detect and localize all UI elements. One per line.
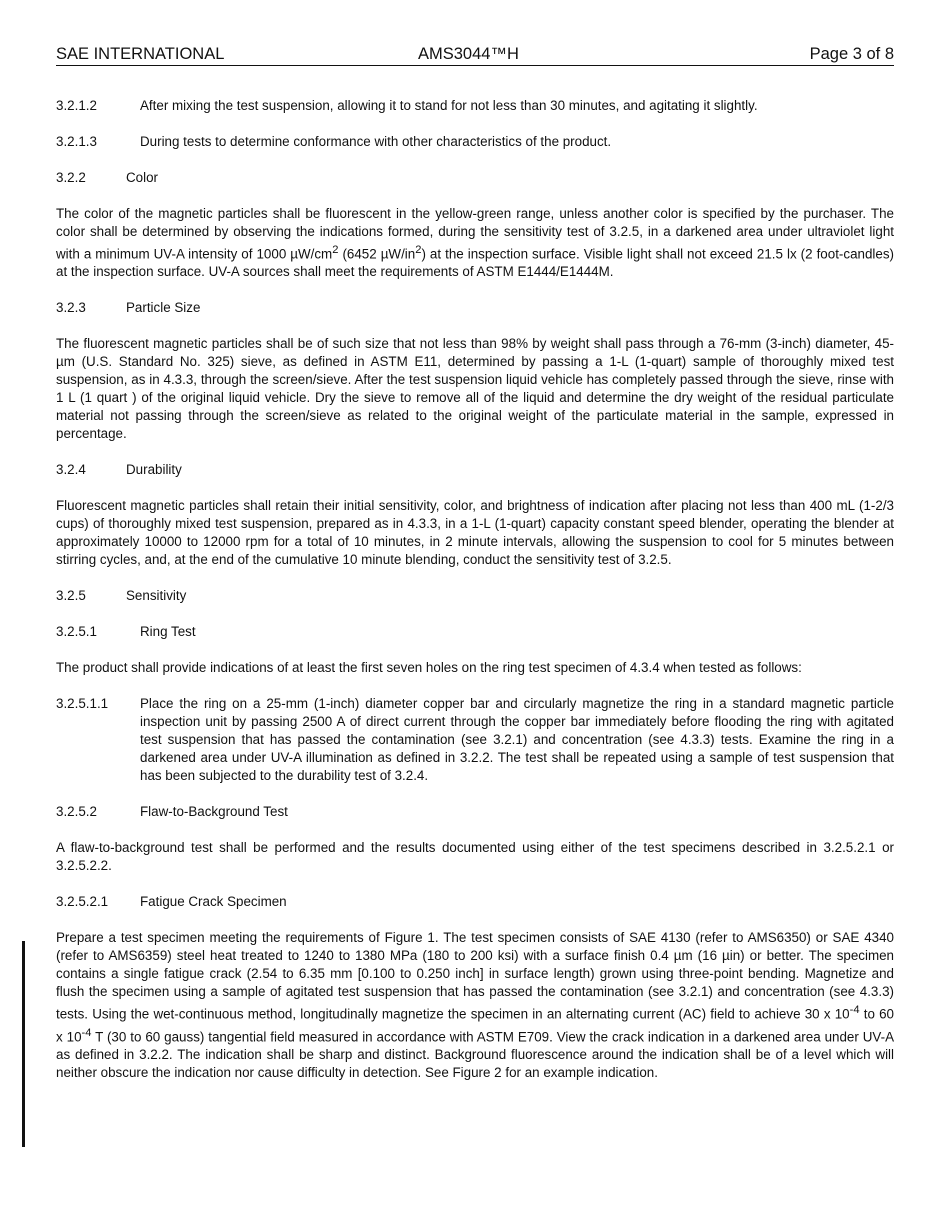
heading-number: 3.2.5.1: [56, 624, 97, 640]
heading-number: 3.2.5: [56, 588, 86, 604]
fatigue-crack-paragraph: [56, 929, 894, 1082]
heading-title: Ring Test: [140, 624, 196, 640]
durability-paragraph: Fluorescent magnetic particles shall retain their initial sensitivity, color, and brightness of indication after placing not less than 400 mL (1-2/3 cups) of thoroughly mixed test suspension, prepared as in 4.3.3, in a 1-L (1-quart) capacity constant speed blender, operating the blender at approximately 10000 to 12000 rpm for a total of 10 minutes, in 2 minute intervals, allowing the suspension to cool for 5 minutes between stirring cycles, and, at the end of the cumulative 10 minute blending, conduct the sensitivity test of 3.2.5.: [56, 498, 894, 568]
superscript: 2: [415, 244, 422, 256]
ring-test-paragraph: The product shall provide indications of at least the first seven holes on the ring test specimen of 4.3.4 when tested as follows:: [56, 660, 802, 676]
heading-3-2-5-2-1: [56, 893, 894, 911]
heading-title: Particle Size: [126, 300, 201, 316]
clause-number: 3.2.1.2: [56, 98, 97, 113]
heading-3-2-5: [56, 587, 894, 605]
text-run: ) at the inspection surface. Visible light shall not exceed 21.5 lx (2 foot-candles) at the inspection surface. UV-A sources shall meet the requirements of ASTM E1444/E1444M.: [56, 246, 894, 280]
heading-number: 3.2.2: [56, 170, 86, 185]
heading-3-2-3: [56, 299, 894, 317]
page-header: [56, 44, 894, 66]
heading-3-2-5-2: [56, 803, 894, 821]
clause-number: 3.2.1.3: [56, 134, 97, 149]
text-run: to 60 x 10: [56, 1006, 894, 1045]
heading-title: Durability: [126, 462, 182, 478]
text-run: Prepare a test specimen meeting the requirements of Figure 1. The test specimen consists of SAE 4130 (refer to AMS6350) or SAE 4340 (refer to AMS6359) steel heat treated to 1240 to 1380 MPa (180 to 200 ksi) with a surface finish 0.4 µm (16 µin) or better. The specimen contains a single fatigue crack (2.54 to 6.35 mm [0.100 to 0.250 inch] in surface length) grown using three-point bending. Magnetize and flush the specimen using a sample of agitated test suspension that has passed the contamination (see 3.2.1) and concentration (see 4.3.3) tests. Using the wet-continuous method, longitudinally magnetize the specimen in an alternating current (AC) field to achieve 30 x 10: [56, 930, 894, 1022]
text-run: (6452 µW/in: [338, 246, 416, 262]
superscript: -4: [81, 1026, 92, 1039]
heading-number: 3.2.5.2: [56, 804, 97, 820]
header-organization: SAE INTERNATIONAL: [56, 45, 225, 63]
heading-title: Flaw-to-Background Test: [140, 804, 288, 820]
color-paragraph: [56, 205, 894, 281]
text-run: The color of the magnetic particles shall be fluorescent in the yellow-green range, unless another color is specified by the purchaser. The color shall be determined by observing the indications formed, during the sensitivity test of 3.2.5, in a darkened area under ultraviolet light with a minimum UV-A intensity of 1000 µW/cm: [56, 206, 894, 262]
clause-number: 3.2.5.1.1: [56, 696, 109, 712]
heading-3-2-5-1: [56, 623, 894, 641]
heading-number: 3.2.4: [56, 462, 86, 478]
heading-3-2-2: [56, 169, 894, 187]
flaw-to-background-paragraph: A flaw-to-background test shall be performed and the results documented using either of the test specimens described in 3.2.5.2.1 or 3.2.5.2.2.: [56, 840, 894, 874]
heading-number: 3.2.5.2.1: [56, 894, 109, 910]
header-page-number: Page 3 of 8: [809, 45, 894, 63]
heading-title: Fatigue Crack Specimen: [140, 894, 287, 910]
particle-size-paragraph: The fluorescent magnetic particles shall be of such size that not less than 98% by weight shall pass through a 76-mm (3-inch) diameter, 45-µm (U.S. Standard No. 325) sieve, as defined in ASTM E11, determined by passing a 1-L (1-quart) sample of thoroughly mixed test suspension, as in 4.3.3, through the screen/sieve. After the test suspension liquid vehicle has completely passed through the sieve, rinse with 1 L (1 quart ) of the original liquid vehicle. Dry the sieve to remove all of the liquid and determine the dry weight of the residual particulate material not passing through the screen/sieve as related to the original weight of the particulate material in the sample, expressed in percentage.: [56, 336, 894, 442]
header-document-number: AMS3044™H: [418, 45, 519, 63]
clause-text: Place the ring on a 25-mm (1-inch) diameter copper bar and circularly magnetize the ring in a standard magnetic particle inspection unit by passing 2500 A of direct current through the copper bar immediately before flooding the ring with agitated test suspension that has passed the contamination (see 3.2.1) and concentration (see 4.3.3) tests. Examine the ring in a darkened area under UV-A illumination as defined in 3.2.2. The test shall be repeated using a sample of test suspension that has been subjected to the durability test of 3.2.4.: [140, 696, 894, 784]
superscript: 2: [332, 244, 339, 256]
heading-title: Sensitivity: [126, 588, 187, 604]
heading-number: 3.2.3: [56, 300, 86, 316]
clause-3-2-5-1-1: [56, 695, 894, 785]
clause-text: After mixing the test suspension, allowing it to stand for not less than 30 minutes, and agitating it slightly.: [140, 98, 758, 113]
superscript: -4: [849, 1004, 860, 1017]
clause-3-2-1-2: [56, 97, 894, 115]
revision-change-bar: [22, 941, 25, 1147]
clause-text: During tests to determine conformance with other characteristics of the product.: [140, 134, 612, 149]
text-run: T (30 to 60 gauss) tangential field measured in accordance with ASTM E709. View the crack indication in a darkened area under UV-A as defined in 3.2.2. The indication shall be sharp and distinct. Background fluorescence around the indication shall be of a level which will neither obscure the indication nor cause difficulty in detection. See Figure 2 for an example indication.: [56, 1029, 894, 1081]
document-body: [56, 97, 894, 1100]
heading-3-2-4: [56, 461, 894, 479]
clause-3-2-1-3: [56, 133, 894, 151]
heading-title: Color: [126, 170, 158, 185]
